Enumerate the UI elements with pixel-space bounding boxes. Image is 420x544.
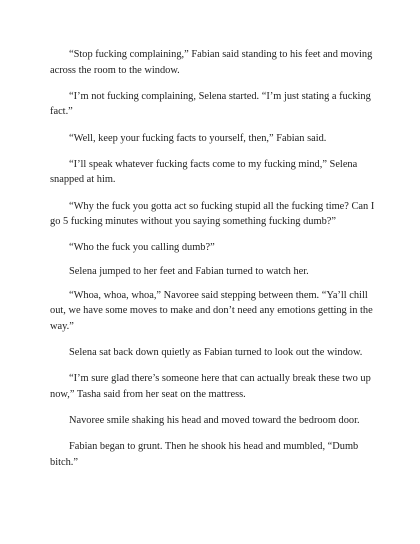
- paragraph: “Who the fuck you calling dumb?”: [69, 242, 215, 254]
- paragraph: “Stop fucking complaining,” Fabian said standing to his feet and moving across the room to the window.: [50, 49, 373, 76]
- paragraph: “Well, keep your fucking facts to yourself, then,” Fabian said.: [69, 132, 327, 144]
- body-text: [50, 47, 380, 481]
- paragraph: “Why the fuck you gotta act so fucking stupid all the fucking time? Can I go 5 fucking minutes without you saying something fucking dumb?”: [50, 200, 375, 228]
- paragraph: Selena jumped to her feet and Fabian turned to watch her.: [69, 265, 309, 277]
- paragraph: “I’m sure glad there’s someone here that can actually break these two up now,” Tasha said from her seat on the mattress.: [50, 373, 371, 400]
- paragraph: Selena sat back down quietly as Fabian turned to look out the window.: [69, 346, 363, 358]
- paragraph: “Whoa, whoa, whoa,” Navoree said stepping between them. “Ya’ll chill out, we have some moves to make and don’t need any emotions getting in the way.”: [50, 289, 373, 332]
- paragraph: Navoree smile shaking his head and moved toward the bedroom door.: [69, 414, 360, 426]
- paragraph: Fabian began to grunt. Then he shook his head and mumbled, “Dumb bitch.”: [50, 441, 359, 468]
- paragraph: “I’m not fucking complaining, Selena started. “I’m just stating a fucking fact.”: [50, 90, 371, 118]
- paragraph: “I’ll speak whatever fucking facts come to my fucking mind,” Selena snapped at him.: [50, 158, 358, 186]
